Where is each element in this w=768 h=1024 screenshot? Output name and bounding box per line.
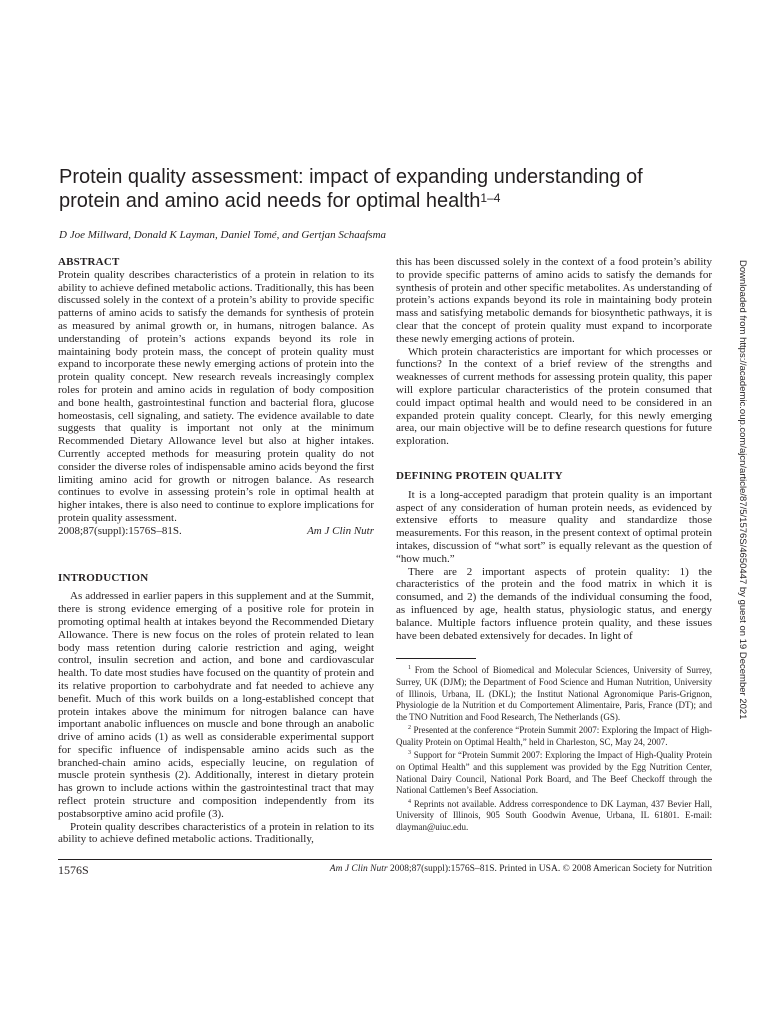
- journal-footer: [330, 864, 712, 874]
- introduction-heading: INTRODUCTION: [58, 571, 149, 584]
- introduction-paragraph-1: As addressed in earlier papers in this supplement and at the Summit, there is strong evidence emerging of a positive role for protein in promoting optimal health at intakes beyond the Recommended Dietary Allowance. There is new focus on the roles of protein related to lean body mass retention during calorie restriction and aging, weight control, insulin secretion and action, and bone and cardiovascular health. To date most studies have focused on the quantity of protein and its relative proportion to carbohydrate and fat needed to achieve any benefit. Much of this work builds on a long-established concept that protein intakes above the minimum for nitrogen balance can have important anabolic influences on muscle and bone through an anabolic drive of amino acids (1) as well as considerable experimental support for specific influence of indispensable amino acids such as the branched-chain amino acids, especially leucine, on regulation of muscle protein synthesis (2). Additionally, interest in dietary protein has grown to include actions within the gastrointestinal tract that may reflect protein structure and composition independently from its postabsorptive amino acid profile (3).: [58, 590, 374, 820]
- footnote: $^2$ Presented at the conference “Protein Summit 2007: Exploring the Impact of High-Quality Protein on Optimal Health,” held in Charleston, SC, May 24, 2007.: [396, 725, 713, 747]
- right-paragraph-1: this has been discussed solely in the context of a food protein’s ability to provide specific patterns of amino acids to satisfy the demands for synthesis of protein and other specific metabolites. As understanding of protein’s actions expands beyond its role in maintaining body protein mass and satisfying metabolic demands for biosynthetic pathways, it is clear that the concept of protein quality must expand to incorporate these newly emerging actions of protein.: [396, 256, 712, 345]
- author-list: D Joe Millward, Donald K Layman, Daniel Tomé, and Gertjan Schaafsma: [59, 229, 387, 241]
- abstract-heading: ABSTRACT: [58, 256, 120, 268]
- introduction-paragraph-2: Protein quality describes characteristics of a protein in relation to its ability to achieve defined metabolic actions. Traditionally,: [58, 820, 374, 846]
- footnote: $^3$ Support for “Protein Summit 2007: Exploring the Impact of High-Quality Protein on Optimal Health” and this supplement was provided by the Egg Nutrition Center, National Dairy Council, National Pork Board, and The Beef Checkoff through the National Cattlemen’s Beef Association.: [396, 750, 712, 796]
- right-column: [396, 256, 712, 834]
- page-number: 1576S: [58, 863, 89, 877]
- defining-quality-heading: DEFINING PROTEIN QUALITY: [396, 469, 563, 482]
- title-footnote-refs: 1–4: [480, 191, 501, 205]
- left-column: [58, 256, 374, 846]
- article-title-text: Protein quality assessment: impact of expanding understanding of protein and amino acid needs for optimal health: [59, 166, 643, 212]
- download-watermark: Downloaded from https://academic.oup.com/ajcn/article/87/5/1576S/4650447 by guest on 19 December 2021: [737, 260, 748, 720]
- right-paragraph-2: Which protein characteristics are important for which processes or functions? In the context of a brief review of the strengths and weaknesses of current methods for assessing protein quality, this paper will explore particular characteristics of the protein consumed that could impact optimal health and would need to be considered in an expanded protein quality concept. Clearly, for this newly emerging area, our main objective will be to define research questions for future exploration.: [396, 345, 712, 448]
- footnotes: [396, 663, 712, 833]
- journal-name: Am J Clin Nutr: [329, 864, 388, 874]
- footnote-divider: [396, 658, 476, 659]
- article-title: [59, 165, 709, 213]
- footnote: $^4$ Reprints not available. Address correspondence to DK Layman, 437 Bevier Hall, University of Illinois, 905 South Goodwin Avenue, Urbana, IL 61801. E-mail: dlayman@uiuc.edu.: [396, 798, 713, 833]
- defining-paragraph-2: There are 2 important aspects of protein quality: 1) the characteristics of the protein and the food matrix in which it is consumed, and 2) the demands of the individual consuming the food, as influenced by age, health status, physiologic status, and energy balance. Multiple factors influence protein quality, and these issues have been debated extensively for decades. In light of: [396, 565, 712, 642]
- footnote: $^1$ From the School of Biomedical and Molecular Sciences, University of Surrey, Surrey, UK (DJM); the Department of Food Science and Human Nutrition, University of Illinois, Urbana, IL (DKL); the Institut National Agronomique Paris-Grignon, Physiologie de la Nutrition et du Comportement Alimentaire, Paris, France (DT); and the TNO Nutrition and Food Research, The Netherlands (GS).: [396, 665, 713, 722]
- abstract-body: Protein quality describes characteristics of a protein in relation to its ability to achieve defined metabolic actions. Traditionally, this has been discussed solely in the context of a protein’s ability to provide specific patterns of amino acids to satisfy the demands for synthesis of protein as measured by animal growth or, in humans, nitrogen balance. As understanding of protein’s actions expands beyond its role in maintaining body protein mass, the concept of protein quality must expand to incorporate these newly emerging actions of protein into the protein quality concept. New research reveals increasingly complex roles for protein and amino acids in regulation of body composition and bone health, gastrointestinal function and bacterial flora, glucose homeostasis, cell signaling, and satiety. The evidence available to date suggests that quality is important not only at the minimum Recommended Dietary Allowance level but also at higher intakes. Currently accepted methods for measuring protein quality do not consider the diverse roles of indispensable amino acids beyond the first limiting amino acid for growth or nitrogen balance. As research continues to evolve in assessing protein’s role in optimal health at higher intakes, there is also need to continue to explore implications for protein quality assessment.: [58, 268, 374, 524]
- journal-details: 2008;87(suppl):1576S–81S. Printed in USA. © 2008 American Society for Nutrition: [389, 864, 712, 874]
- defining-paragraph-1: It is a long-accepted paradigm that protein quality is an important aspect of any consideration of human protein needs, as evidenced by extensive efforts to measure quality and standardize those measurements. For this reason, in the present context of optimal protein intakes, discussion of “what sort” is equally relevant as the question of “how much.”: [396, 488, 712, 565]
- footer-divider: [58, 859, 712, 860]
- citation-reference: 2008;87(suppl):1576S–81S.: [58, 524, 182, 537]
- citation-journal: Am J Clin Nutr: [307, 524, 374, 537]
